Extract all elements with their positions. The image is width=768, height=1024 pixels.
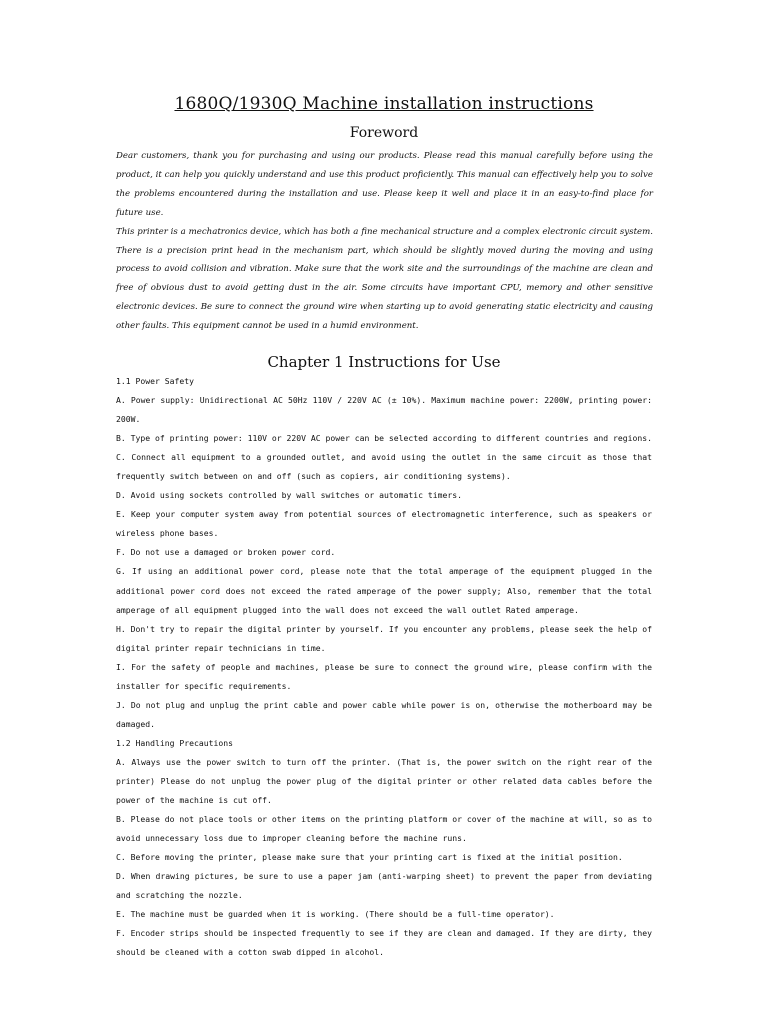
list-item: A. Power supply: Unidirectional AC 50Hz 110V / 220V AC (± 10%). Maximum machine power: 2200W, printing power: 200W. bbox=[116, 395, 652, 425]
foreword-paragraph: This printer is a mechatronics device, which has both a fine mechanical structure and a complex electronic circuit system. There is a precision print head in the mechanism part, which should be slightly moved during the moving and using process to avoid collision and vibration. Make sure that the work site and the surroundings of the machine are clean and free of obvious dust to avoid getting dust in the air. Some circuits have important CPU, memory and other sensitive electronic devices. Be sure to connect the ground wire when starting up to avoid generating static electricity and causing other faults. This equipment cannot be used in a humid environment. bbox=[116, 226, 653, 332]
list-item: B. Please do not place tools or other items on the printing platform or cover of the machine at will, so as to avoid unnecessary loss due to improper cleaning before the machine runs. bbox=[116, 814, 653, 844]
list-item: H. Don't try to repair the digital printer by yourself. If you encounter any problems, please seek the help of digital printer repair technicians in time. bbox=[116, 623, 653, 653]
list-item: G. If using an additional power cord, please note that the total amperage of the equipment plugged in the additional power cord does not exceed the rated amperage of the power supply; Also, remember that the total amperage of all equipment plugged into the wall does not exceed the wall outlet Rated amperage. bbox=[116, 566, 652, 615]
list-item: B. Type of printing power: 110V or 220V AC power can be selected according to different countries and regions. bbox=[116, 433, 653, 444]
list-item: A. Always use the power switch to turn off the printer. (That is, the power switch on the right rear of the printer) Please do not unplug the power plug of the digital printer or other related data cables before the power of the machine is cut off. bbox=[116, 756, 652, 806]
chapter-heading: Chapter 1 Instructions for Use bbox=[267, 353, 501, 371]
section-heading: 1.2 Handling Precautions bbox=[116, 737, 233, 748]
document-title: 1680Q/1930Q Machine installation instructions bbox=[174, 94, 594, 114]
list-item: E. The machine must be guarded when it is working. (There should be a full-time operator). bbox=[116, 909, 555, 920]
list-item: J. Do not plug and unplug the print cable and power cable while power is on, otherwise the motherboard may be damaged. bbox=[116, 699, 652, 729]
list-item: E. Keep your computer system away from potential sources of electromagnetic interference, such as speakers or wireless phone bases. bbox=[116, 509, 652, 539]
list-item: C. Before moving the printer, please make sure that your printing cart is fixed at the initial position. bbox=[116, 852, 623, 863]
chapter-section bbox=[116, 372, 652, 962]
foreword-paragraph: Dear customers, thank you for purchasing and using our products. Please read this manual carefully before using the product, it can help you quickly understand and use this product proficiently. This manual can effectively help you to solve the problems encountered during the installation and use. Please keep it well and place it in an easy-to-find place for future use. bbox=[116, 151, 653, 218]
foreword-section bbox=[116, 147, 653, 336]
list-item: D. Avoid using sockets controlled by wall switches or automatic timers. bbox=[116, 490, 462, 501]
section-heading: 1.1 Power Safety bbox=[116, 376, 194, 386]
foreword-heading: Foreword bbox=[349, 125, 419, 141]
list-item: I. For the safety of people and machines, please be sure to connect the ground wire, please confirm with the installer for specific requirements. bbox=[116, 661, 652, 691]
list-item: C. Connect all equipment to a grounded outlet, and avoid using the outlet in the same circuit as those that frequently switch between on and off (such as copiers, air conditioning systems). bbox=[116, 452, 652, 482]
list-item: F. Encoder strips should be inspected frequently to see if they are clean and damaged. If they are dirty, they should be cleaned with a cotton swab dipped in alcohol. bbox=[116, 928, 653, 958]
list-item: F. Do not use a damaged or broken power cord. bbox=[116, 547, 336, 558]
list-item: D. When drawing pictures, be sure to use a paper jam (anti-warping sheet) to prevent the paper from deviating and scratching the nozzle. bbox=[116, 871, 652, 901]
